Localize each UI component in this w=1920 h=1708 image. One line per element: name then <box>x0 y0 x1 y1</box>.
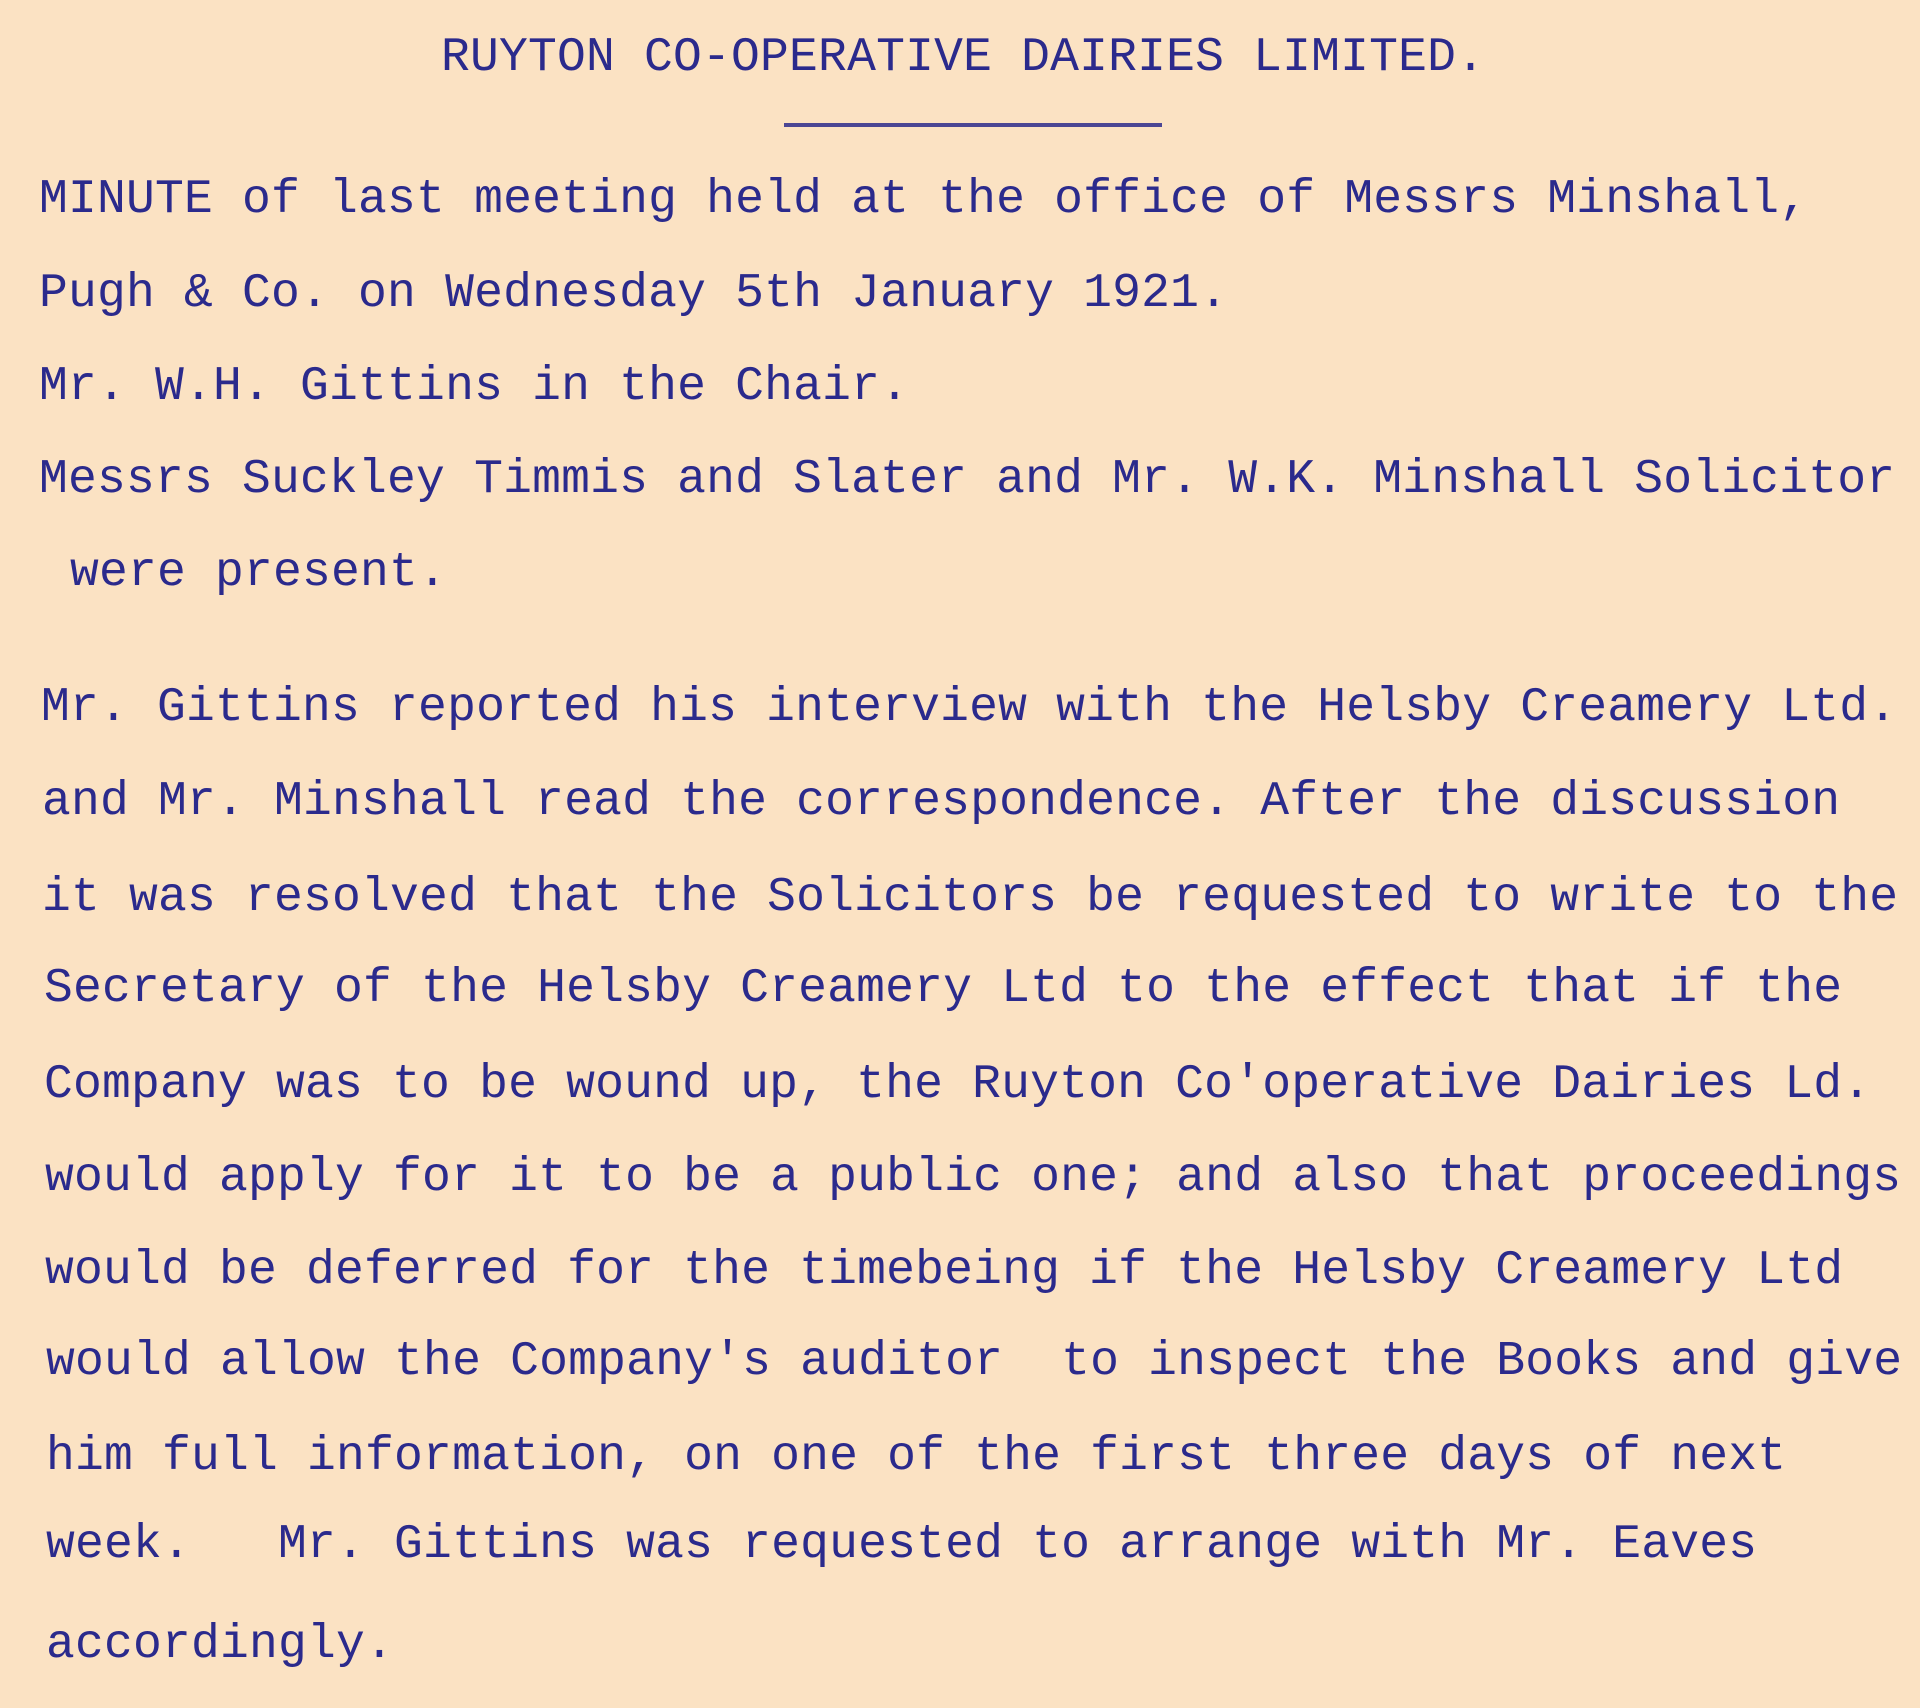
header-line: were present. <box>41 546 448 600</box>
body-line: Mr. Gittins reported his interview with the Helsby Creamery Ltd. <box>41 681 1898 735</box>
header-line: Pugh & Co. on Wednesday 5th January 1921. <box>39 267 1229 321</box>
body-line: week. Mr. Gittins was requested to arrange with Mr. Eaves <box>46 1518 1758 1572</box>
body-line: Company was to be wound up, the Ruyton Co'operative Dairies Ld. <box>44 1058 1872 1112</box>
body-line: accordingly. <box>46 1618 395 1672</box>
document-title: RUYTON CO-OPERATIVE DAIRIES LIMITED. <box>441 31 1486 85</box>
body-line: Secretary of the Helsby Creamery Ltd to the effect that if the <box>44 962 1843 1016</box>
body-line: would be deferred for the timebeing if the Helsby Creamery Ltd <box>45 1244 1844 1298</box>
title-underline <box>784 123 1162 127</box>
header-line: Messrs Suckley Timmis and Slater and Mr. W.K. Minshall Solicitor <box>39 453 1896 507</box>
body-line: him full information, on one of the first three days of next <box>46 1430 1787 1484</box>
body-line: it was resolved that the Solicitors be requested to write to the <box>42 871 1899 925</box>
header-line: MINUTE of last meeting held at the office of Messrs Minshall, <box>39 173 1809 227</box>
header-line: Mr. W.H. Gittins in the Chair. <box>39 360 910 414</box>
body-line: would allow the Company's auditor to inspect the Books and give <box>46 1335 1903 1389</box>
body-line: would apply for it to be a public one; and also that proceedings <box>45 1151 1902 1205</box>
body-line: and Mr. Minshall read the correspondence. After the discussion <box>42 775 1841 829</box>
